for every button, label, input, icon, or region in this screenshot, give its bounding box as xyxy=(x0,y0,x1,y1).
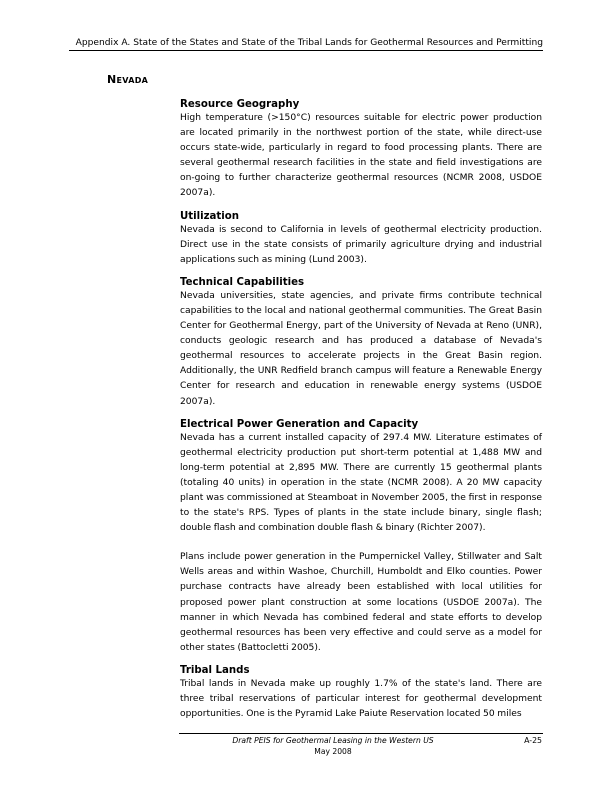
section-heading: Electrical Power Generation and Capacity xyxy=(180,418,419,430)
document-body xyxy=(180,98,542,730)
section-heading: Utilization xyxy=(180,210,240,222)
section-heading: Technical Capabilities xyxy=(180,276,305,288)
footer-date: May 2008 xyxy=(314,747,352,756)
section-utilization xyxy=(180,210,542,268)
running-header: Appendix A. State of the States and State of the Tribal Lands for Geothermal Resources and Permitting xyxy=(75,38,543,48)
section-tribal-lands xyxy=(180,664,542,722)
page-number: A-25 xyxy=(524,736,542,745)
section-technical-capabilities xyxy=(180,276,542,410)
section-paragraph: Plans include power generation in the Pumpernickel Valley, Stillwater and Salt Wells areas and within Washoe, Churchill, Humboldt and Elko counties. Power purchase contracts have already been established with local utilities for proposed power plant construction at some locations (USDOE 2007a). The manner in which Nevada has combined federal and state efforts to develop geothermal resources has been very effective and could serve as a model for other states (Battocletti 2005). xyxy=(180,552,542,653)
section-power-generation xyxy=(180,418,542,656)
section-paragraph: High temperature (>150°C) resources suitable for electric power production are located primarily in the northwest portion of the state, while direct-use occurs state-wide, particularly in regard to food processing plants. There are several geothermal research facilities in the state and field investigations are on-going to further characterize geothermal resources (NCMR 2008, USDOE 2007a). xyxy=(180,113,542,199)
section-paragraph: Nevada has a current installed capacity of 297.4 MW. Literature estimates of geothermal electricity production put short-term potential at 1,488 MW and long-term potential at 2,895 MW. There are currently 15 geothermal plants (totaling 40 units) in operation in the state (NCMR 2008). A 20 MW capacity plant was commissioned at Steamboat in November 2005, the first in response to the state's RPS. Types of plants in the state include binary, single flash; double flash and combination double flash & binary (Richter 2007). xyxy=(180,432,542,534)
footer-document-title: Draft PEIS for Geothermal Leasing in the Western US xyxy=(232,736,434,745)
section-paragraph: Nevada is second to California in levels of geothermal electricity production. Direct use in the state consists of primarily agriculture drying and industrial applications such as mining (Lund 2003). xyxy=(180,224,542,265)
section-heading: Resource Geography xyxy=(180,99,300,110)
section-paragraph: Tribal lands in Nevada make up roughly 1.7% of the state's land. There are three tribal reservations of particular interest for geothermal development opportunities. One is the Pyramid Lake Paiute Reservation located 50 miles xyxy=(180,678,542,720)
section-paragraph: Nevada universities, state agencies, and private firms contribute technical capabilities to the local and national geothermal communities. The Great Basin Center for Geothermal Energy, part of the University of Nevada at Reno (UNR), conducts geologic research and has produced a database of Nevada's geothermal resources to accelerate projects in the Great Basin region. Additionally, the UNR Redfield branch campus will feature a Renewable Energy Center for research and education in renewable energy systems (USDOE 2007a). xyxy=(180,290,542,407)
section-heading: Tribal Lands xyxy=(180,664,250,676)
state-title: Nevada xyxy=(107,73,149,86)
header-divider xyxy=(69,50,543,51)
footer-divider xyxy=(179,733,543,734)
section-resource-geography xyxy=(180,98,542,202)
